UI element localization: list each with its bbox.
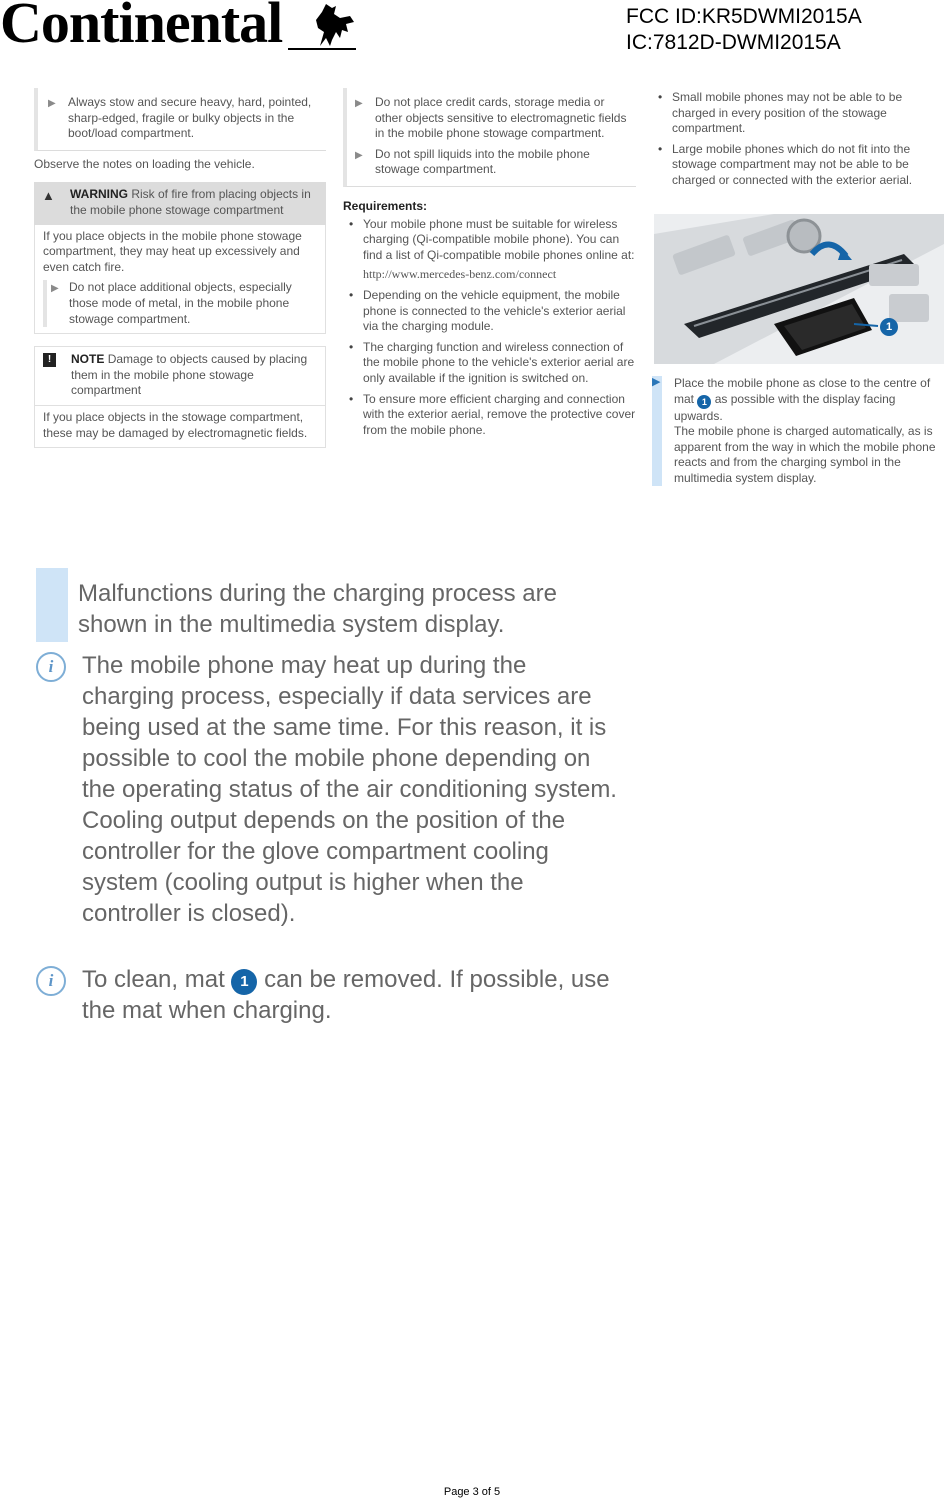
- instruction-step: [347, 95, 630, 142]
- instruction-text-2: as possible with the display facing upwards.: [674, 391, 896, 423]
- arrow-right-icon: ▶: [355, 98, 363, 109]
- ic-id: IC:7812D-DWMI2015A: [626, 31, 841, 54]
- column-2: [343, 88, 636, 443]
- note-title: Damage to objects caused by placing them in the mobile phone stowage compartment: [71, 352, 308, 398]
- info-icon: i: [36, 652, 66, 682]
- list-item: • Small mobile phones may not be able to be charged in every position of the stowage compartment.: [652, 90, 944, 137]
- list-item: [343, 217, 636, 283]
- horse-icon: [306, 2, 356, 48]
- step-text: Always stow and secure heavy, hard, pointed, sharp-edged, fragile or bulky objects in the boot/load compartment.: [68, 95, 312, 141]
- column-3: [652, 90, 944, 194]
- certification-ids: [626, 4, 862, 56]
- arrow-right-icon: ▶: [51, 283, 59, 295]
- info-icon: i: [36, 966, 66, 996]
- charging-compartment-illustration: [654, 214, 944, 364]
- mat-1-badge: 1: [231, 969, 257, 995]
- list-item: • To ensure more efficient charging and connection with the exterior aerial, remove the protective cover from the mobile phone.: [343, 392, 636, 439]
- note-label: NOTE: [71, 352, 105, 367]
- result-text: The mobile phone is charged automatically, as is apparent from the way in which the mobile phone reacts and from the charging symbol in the multimedia system display.: [674, 424, 936, 485]
- cleaning-text-1: To clean, mat: [82, 966, 225, 993]
- cleaning-text-2: can be removed. If possible, use the mat when charging.: [82, 966, 610, 1024]
- arrow-right-icon: ▶: [355, 149, 363, 161]
- blue-margin-bar: [36, 568, 68, 642]
- warning-body: [34, 225, 326, 335]
- warning-label: WARNING: [70, 187, 128, 202]
- column-1: [34, 88, 326, 448]
- list-item: • Depending on the vehicle equipment, the mobile phone is connected to the vehicle's exterior aerial via the charging module.: [343, 288, 636, 335]
- requirements-list: [343, 217, 636, 439]
- logo-underline: [288, 48, 356, 50]
- note-header: [34, 346, 326, 406]
- list-item: • Large mobile phones which do not fit into the stowage compartment may not be able to be charged or connected with the exterior aerial.: [652, 142, 944, 189]
- mat-1-badge: 1: [697, 395, 711, 409]
- warning-step-text: Do not place additional objects, especially those mode of metal, in the mobile phone stowage compartment.: [69, 280, 292, 326]
- step-text: Do not spill liquids into the mobile phone stowage compartment.: [375, 146, 590, 177]
- warning-title: Risk of fire from placing objects in the mobile phone stowage compartment: [70, 187, 311, 217]
- warning-header: [34, 182, 326, 224]
- list-item: • The charging function and wireless connection of the mobile phone to the vehicle's exterior aerial are only available if the ignition is switched on.: [343, 340, 636, 387]
- url-link[interactable]: http://www.mercedes-benz.com/connect: [363, 267, 557, 282]
- instruction-text-1: Place the mobile phone as close to the centre of mat: [674, 376, 931, 406]
- malfunctions-text: Malfunctions during the charging process are shown in the multimedia system display.: [78, 580, 557, 638]
- requirement-text: Your mobile phone must be suitable for wireless charging (Qi-compatible mobile phone). You can find a list of Qi-compatible mobile phones online at:: [363, 216, 635, 262]
- warning-text: If you place objects in the mobile phone stowage compartment, they may heat up excessively and even catch fire.: [43, 228, 302, 274]
- step-text: Do not place credit cards, storage media or other objects sensitive to electromagnetic fields in the mobile phone stowage compartment.: [375, 95, 627, 141]
- callout-1-badge: 1: [880, 318, 898, 336]
- instruction-block: [652, 376, 944, 486]
- page-number: Page 3 of 5: [443, 1486, 501, 1498]
- arrow-right-icon: ▶: [48, 98, 56, 109]
- info-text-cooling: The mobile phone may heat up during the charging process, especially if data services are being used at the same time. For this reason, it is possible to cool the mobile phone depending on the operating status of the air conditioning system. Cooling output depends on the position of the controller for the glove compartment cooling system (cooling output is higher when the controller is closed).: [82, 652, 617, 927]
- warning-step: [43, 280, 317, 327]
- logo-wordmark: Continental: [0, 0, 283, 55]
- instruction-step: [34, 88, 326, 151]
- warning-triangle-icon: ▲: [42, 188, 55, 204]
- exclamation-icon: !: [43, 353, 56, 367]
- instruction-step: [347, 147, 630, 178]
- observe-note: Observe the notes on loading the vehicle.: [34, 156, 255, 171]
- console-drawing: [654, 214, 944, 364]
- requirements-heading: Requirements:: [343, 198, 428, 213]
- placement-instruction: [652, 376, 944, 486]
- fcc-id: FCC ID:KR5DWMI2015A: [626, 5, 862, 28]
- continental-logo: [0, 0, 360, 66]
- arrow-right-icon: ▶: [652, 376, 661, 388]
- info-text-cleaning: [82, 964, 618, 1026]
- note-body: If you place objects in the stowage compartment, these may be damaged by electromagnetic fields.: [34, 406, 326, 448]
